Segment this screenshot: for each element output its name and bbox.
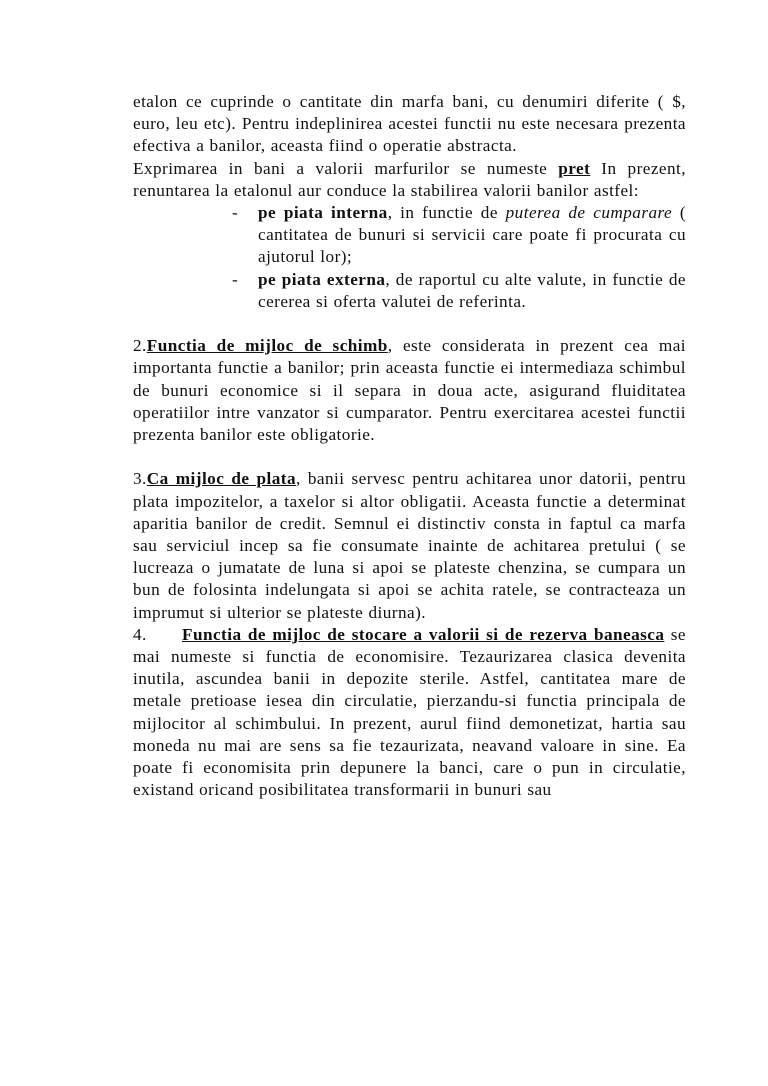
spacer <box>133 313 686 335</box>
list-dash: - <box>232 203 239 223</box>
section-title: Ca mijloc de plata <box>146 469 297 489</box>
section-title: Functia de mijloc de schimb <box>146 336 388 356</box>
list-item <box>133 202 686 269</box>
price-text-after: In prezent, renuntarea la etalonul aur conduce la stabilirea valorii banilor astfel: <box>133 158 686 200</box>
list-item-term: pe piata externa <box>258 269 386 289</box>
document-page <box>133 91 686 801</box>
section-number: 2. <box>133 336 147 356</box>
list-item-term: pe piata interna <box>258 203 388 223</box>
section-4-paragraph <box>133 624 686 802</box>
price-paragraph <box>133 158 686 202</box>
section-2-paragraph <box>133 335 686 446</box>
section-number: 3. <box>133 469 147 489</box>
list-dash: - <box>232 269 239 289</box>
price-text-before: Exprimarea in bani a valorii marfurilor se numeste <box>133 158 559 178</box>
list-item-text: , de raportul cu alte valute, in functie de cererea si oferta valutei de referinta. <box>258 269 686 311</box>
list-item-text: ( cantitatea de bunuri si servicii care poate fi procurata cu ajutorul lor); <box>258 203 687 267</box>
section-3-paragraph <box>133 468 686 623</box>
list-item-text: , in functie de <box>387 203 506 223</box>
value-list <box>133 202 686 313</box>
section-number: 4. <box>133 624 147 644</box>
spacer <box>133 446 686 468</box>
section-text: , este considerata in prezent cea mai importanta functie a banilor; prin aceasta functie ei intermediaza schimbul de bunuri economice si il separa in doua acte, asigurand fluiditatea operatiilor intre vanzator si cumparator. Pentru exercitarea acestei functii prezenta banilor este obligatorie. <box>133 336 686 445</box>
intro-paragraph <box>133 91 686 158</box>
section-title: Functia de mijloc de stocare a valorii si de rezerva baneasca <box>182 624 665 644</box>
section-text: , banii servesc pentru achitarea unor datorii, pentru plata impozitelor, a taxelor si altor obligatii. Aceasta functie a determinat aparitia banilor de credit. Semnul ei distinctiv consta in faptul ca marfa sau serviciul incep sa fie consumate inainte de achitarea pretului ( se lucreaza o jumatate de luna si apoi se plateste chenzina, se cumpara un bun de folosinta indelungata si apoi se achita ratele, se contracteaza un imprumut si ulterior se plateste diurna). <box>133 469 686 622</box>
list-item-italic: puterea de cumparare <box>505 203 673 223</box>
intro-text: etalon ce cuprinde o cantitate din marfa bani, cu denumiri diferite ( $, euro, leu etc). Pentru indeplinirea acestei functii nu este necesara prezenta efectiva a banilor, aceasta fiind o operatie abstracta. <box>133 92 686 156</box>
list-item <box>133 269 686 313</box>
price-term: pret <box>558 158 591 178</box>
section-text: se mai numeste si functia de economisire. Tezaurizarea clasica devenita inutila, ascundea banii in depozite sterile. Astfel, cantitatea mare de metale pretioase iesea din circulatie, pierzandu-si functia principala de mijlocitor al schimbului. In prezent, aurul fiind demonetizat, hartia sau moneda nu mai are sens sa fie tezaurizata, neavand valoare in sine. Ea poate fi economisita prin depunere la banci, care o pun in circulatie, existand oricand posibilitatea transformarii in bunuri sau <box>133 624 686 800</box>
